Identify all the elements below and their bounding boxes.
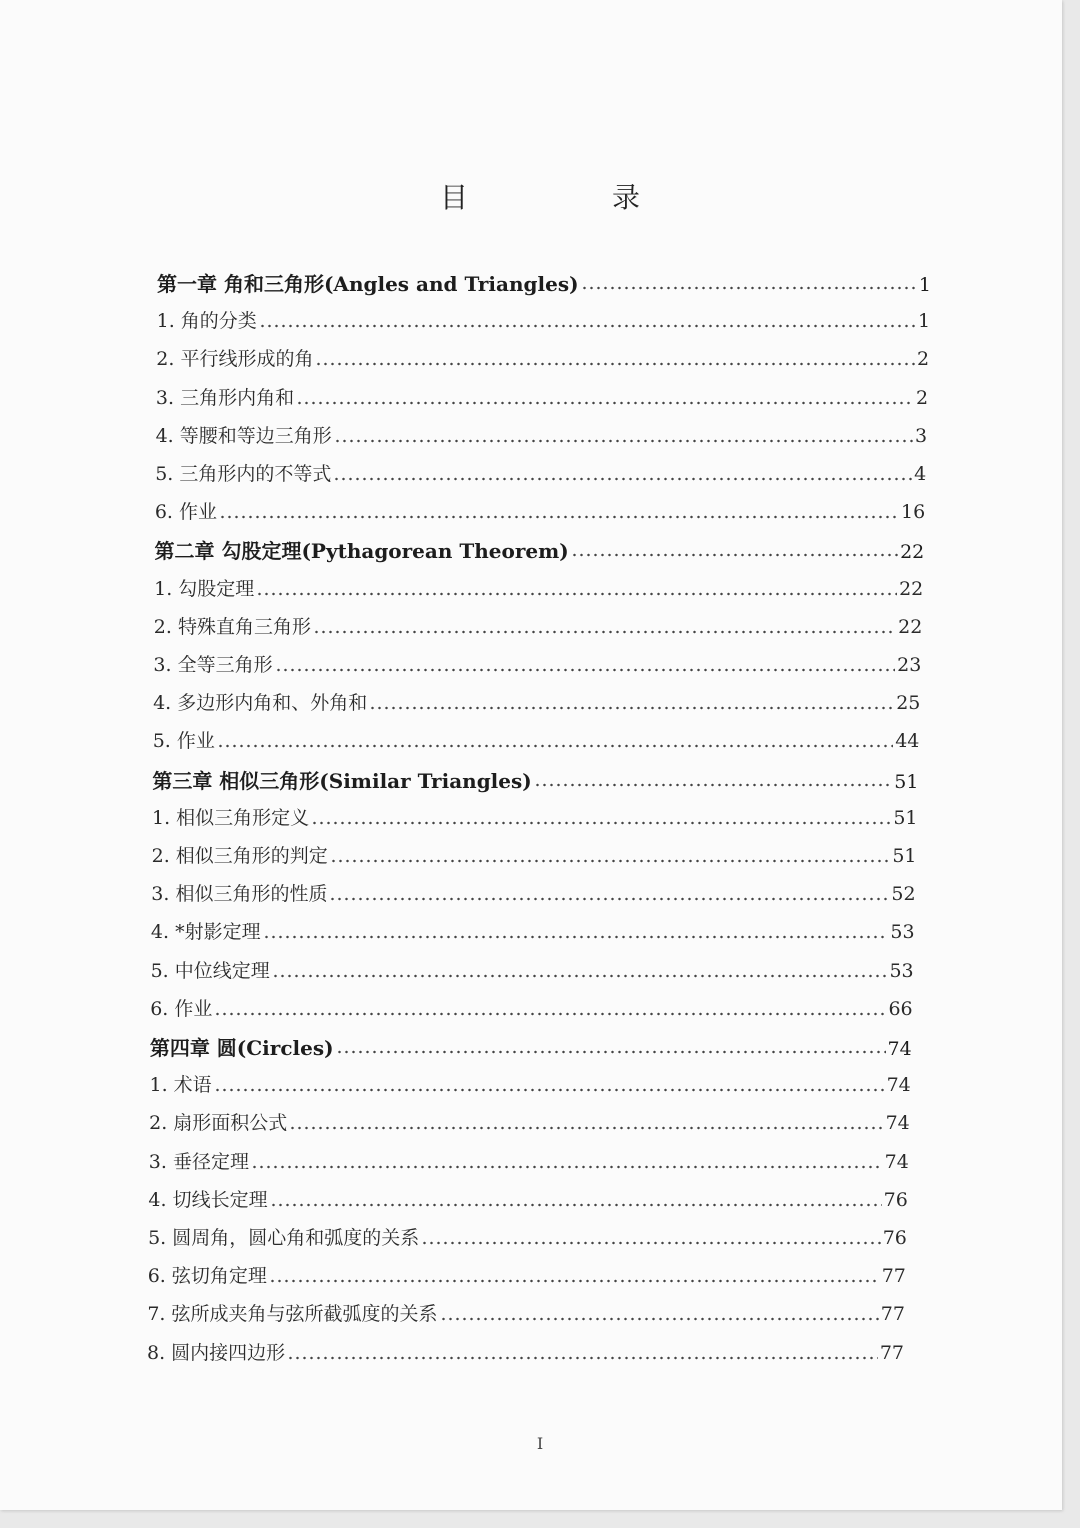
toc-section-row xyxy=(153,726,920,756)
dot-leader xyxy=(275,668,896,672)
dot-leader xyxy=(581,286,917,290)
toc-page-number: 74 xyxy=(884,1150,909,1173)
toc-entry-label: 5. 作业 xyxy=(152,730,215,753)
toc-entry-label: 第三章 相似三角形(Similar Triangles) xyxy=(152,768,532,793)
toc-section-row xyxy=(156,344,929,374)
toc-section-row xyxy=(148,1185,907,1215)
dot-leader xyxy=(369,706,894,710)
toc-entry-label: 1. 角的分类 xyxy=(156,310,257,333)
page-number-footer: I xyxy=(536,1434,544,1453)
toc-page-number: 77 xyxy=(879,1341,904,1364)
toc-section-row xyxy=(155,497,925,527)
toc-page-number: 74 xyxy=(885,1112,910,1135)
dot-leader xyxy=(219,515,899,519)
dot-leader xyxy=(251,1165,883,1169)
toc-section-row xyxy=(156,421,928,451)
dot-leader xyxy=(217,744,893,748)
toc-page-number: 2 xyxy=(916,386,929,409)
toc-section-row xyxy=(147,1299,905,1329)
dot-leader xyxy=(311,821,891,825)
dot-leader xyxy=(329,897,889,901)
toc-entry-label: 7. 弦所成夹角与弦所截弧度的关系 xyxy=(147,1303,438,1326)
toc-page-number: 53 xyxy=(890,921,915,944)
toc-chapter-row xyxy=(157,268,931,298)
dot-leader xyxy=(270,1203,882,1207)
toc-entry-label: 第一章 角和三角形(Angles and Triangles) xyxy=(157,272,579,296)
toc-entry-label: 1. 勾股定理 xyxy=(154,577,255,600)
dot-leader xyxy=(287,1356,878,1360)
toc-page-number: 74 xyxy=(886,1074,911,1097)
toc-entry-label: 2. 相似三角形的判定 xyxy=(151,845,328,867)
toc-section-row xyxy=(153,650,921,680)
toc-page-number: 51 xyxy=(894,770,919,793)
toc-entry-label: 3. 垂径定理 xyxy=(148,1150,249,1173)
toc-page-number: 51 xyxy=(892,845,917,867)
toc-chapter-row xyxy=(150,1032,912,1062)
toc-entry-label: 第二章 勾股定理(Pythagorean Theorem) xyxy=(154,539,569,564)
toc-entry-label: 6. 弦切角定理 xyxy=(147,1265,267,1288)
dot-leader xyxy=(296,401,914,405)
toc-page-number: 4 xyxy=(914,463,927,485)
toc-entry-label: 第四章 圆(Circles) xyxy=(149,1036,334,1060)
dot-leader xyxy=(421,1241,880,1245)
toc-section-row xyxy=(154,612,923,642)
toc-section-row xyxy=(147,1338,904,1368)
toc-page-number: 22 xyxy=(898,615,923,638)
dot-leader xyxy=(334,439,913,443)
toc-page-number: 76 xyxy=(882,1227,907,1249)
toc-page-number: 74 xyxy=(887,1038,912,1060)
toc-entry-label: 2. 特殊直角三角形 xyxy=(153,615,311,638)
toc-section-row xyxy=(150,994,912,1024)
dot-leader xyxy=(214,1088,885,1092)
toc-section-row xyxy=(152,841,917,871)
dot-leader xyxy=(315,362,915,366)
toc-chapter-row xyxy=(152,765,918,795)
dot-leader xyxy=(272,974,888,978)
toc-entry-label: 4. *射影定理 xyxy=(150,921,261,944)
toc-page-number: 23 xyxy=(897,654,922,676)
toc-entry-label: 4. 等腰和等边三角形 xyxy=(155,424,332,447)
toc-entry-label: 2. 扇形面积公式 xyxy=(149,1112,288,1135)
dot-leader xyxy=(440,1317,879,1321)
dot-leader xyxy=(330,859,891,863)
toc-entry-label: 3. 三角形内角和 xyxy=(155,386,295,409)
dot-leader xyxy=(269,1279,880,1283)
dot-leader xyxy=(534,783,893,787)
toc-entry-label: 4. 切线长定理 xyxy=(148,1188,268,1211)
toc-section-row xyxy=(151,917,915,947)
toc-page-number: 44 xyxy=(895,730,920,753)
toc-entry-label: 3. 全等三角形 xyxy=(153,654,273,676)
toc-page-number: 53 xyxy=(889,959,914,982)
toc-section-row xyxy=(156,383,928,413)
toc-section-row xyxy=(150,1070,911,1100)
toc-chapter-row xyxy=(155,535,925,565)
dot-leader xyxy=(571,553,898,557)
toc-entry-label: 5. 圆周角，圆心角和弧度的关系 xyxy=(148,1227,420,1249)
toc-page-number: 3 xyxy=(915,424,928,447)
toc-entry-label: 2. 平行线形成的角 xyxy=(156,348,314,371)
toc-section-row xyxy=(152,803,918,833)
toc-section-row xyxy=(157,306,930,336)
dot-leader xyxy=(333,477,912,481)
dot-leader xyxy=(259,324,916,328)
dot-leader xyxy=(336,1050,886,1054)
dot-leader xyxy=(313,630,896,634)
toc-entry-label: 8. 圆内接四边形 xyxy=(147,1341,286,1364)
toc-page-number: 1 xyxy=(917,310,931,333)
toc-entry-label: 5. 三角形内的不等式 xyxy=(155,463,332,485)
toc-page-number: 1 xyxy=(918,274,931,296)
toc-section-row xyxy=(148,1261,906,1291)
toc-entry-label: 6. 作业 xyxy=(150,997,213,1020)
toc-title: 目 录 xyxy=(439,181,698,214)
toc-section-row xyxy=(153,688,920,718)
toc-page-number: 16 xyxy=(901,501,926,524)
toc-page-number: 51 xyxy=(893,806,918,829)
toc-section-row xyxy=(154,574,923,604)
toc-section-row xyxy=(149,1108,910,1138)
dot-leader xyxy=(214,1012,886,1016)
toc-page-number: 52 xyxy=(891,883,916,906)
toc-page-number: 77 xyxy=(880,1303,905,1326)
toc-section-row xyxy=(151,879,915,909)
toc-section-row xyxy=(149,1147,909,1177)
toc-entry-label: 4. 多边形内角和、外角和 xyxy=(153,692,368,715)
dot-leader xyxy=(256,592,897,596)
toc-section-row xyxy=(151,956,914,986)
toc-entry-label: 6. 作业 xyxy=(154,501,218,524)
toc-entry-label: 1. 相似三角形定义 xyxy=(152,806,310,829)
dot-leader xyxy=(263,935,889,939)
toc-page-number: 22 xyxy=(899,577,924,600)
toc-page-number: 66 xyxy=(888,997,913,1020)
toc-section-row xyxy=(148,1223,907,1253)
toc-entry-label: 5. 中位线定理 xyxy=(150,959,270,982)
toc-entry-label: 3. 相似三角形的性质 xyxy=(151,883,328,906)
toc-page-number: 2 xyxy=(916,348,930,371)
toc-entry-label: 1. 术语 xyxy=(149,1074,212,1097)
toc-page-number: 77 xyxy=(881,1265,906,1288)
toc-page-number: 25 xyxy=(896,692,921,715)
toc-section-row xyxy=(155,459,926,489)
toc-page-number: 22 xyxy=(900,541,925,564)
toc-page-number: 76 xyxy=(883,1188,908,1211)
dot-leader xyxy=(289,1126,883,1130)
